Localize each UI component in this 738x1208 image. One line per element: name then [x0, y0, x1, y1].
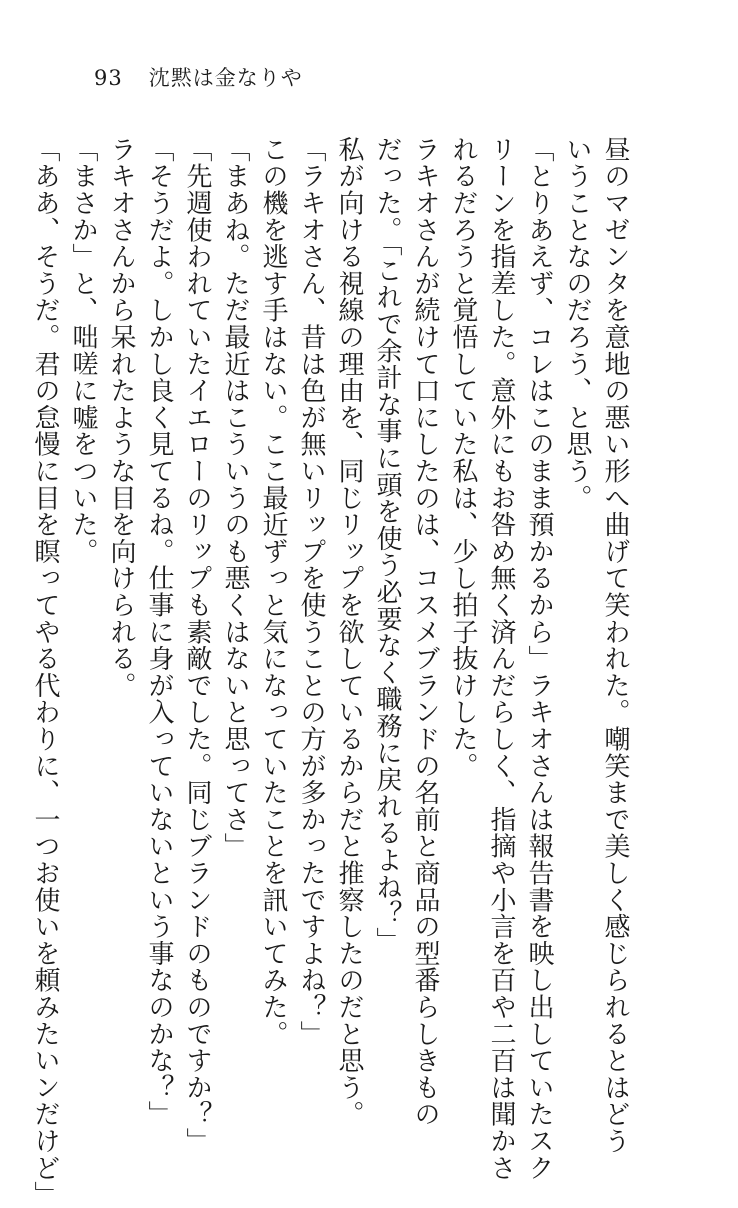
text-line: 「まあね。ただ最近はこういうのも悪くはないと思ってさ」: [220, 136, 250, 860]
text-line: この機を逃す手はない。ここ最近ずっと気になっていたことを訊いてみた。: [258, 136, 288, 1048]
text-line: れるだろうと覚悟していた私は、少し拍子抜けした。: [448, 136, 478, 780]
text-line: だった。「これで余計な事に頭を使う必要なく職務に戻れるよね？」: [372, 136, 402, 954]
page-header: [94, 62, 303, 92]
text-line: ラキオさんから呆れたような目を向けられる。: [106, 136, 136, 699]
text-line: 「ああ、そうだ。君の怠慢に目を瞑ってやる代わりに、一つお使いを頼みたいンだけど」: [30, 136, 60, 1208]
text-line: リーンを指差した。意外にもお咎め無く済んだらしく、指摘や小言を百や二百は聞かさ: [486, 136, 516, 1182]
body-text: [26, 136, 634, 1208]
text-line: 「とりあえず、コレはこのまま預かるから」ラキオさんは報告書を映し出していたスク: [524, 136, 554, 1182]
text-line: 「そうだよ。しかし良く見てるね。仕事に身が入っていないという事なのかな？」: [144, 136, 174, 1128]
text-line: いうことなのだろう、と思う。: [562, 136, 592, 512]
text-line: 私が向ける視線の理由を、同じリップを欲しているからだと推察したのだと思う。: [334, 136, 364, 1128]
text-line: 「先週使われていたイエローのリップも素敵でした。同じブランドのものですか？」: [182, 136, 212, 1155]
text-line: ラキオさんが続けて口にしたのは、コスメブランドの名前と商品の型番らしきもの: [410, 136, 440, 1128]
text-line: 「ラキオさん、昔は色が無いリップを使うことの方が多かったですよね？」: [296, 136, 326, 1048]
text-line: 「まさか」と、咄嗟に嘘をついた。: [68, 136, 98, 565]
text-line: 昼のマゼンタを意地の悪い形へ曲げて笑われた。嘲笑まで美しく感じられるとはどう: [600, 136, 630, 1155]
running-title: 沈黙は金なりや: [148, 66, 303, 90]
page-number: 93: [94, 66, 123, 90]
